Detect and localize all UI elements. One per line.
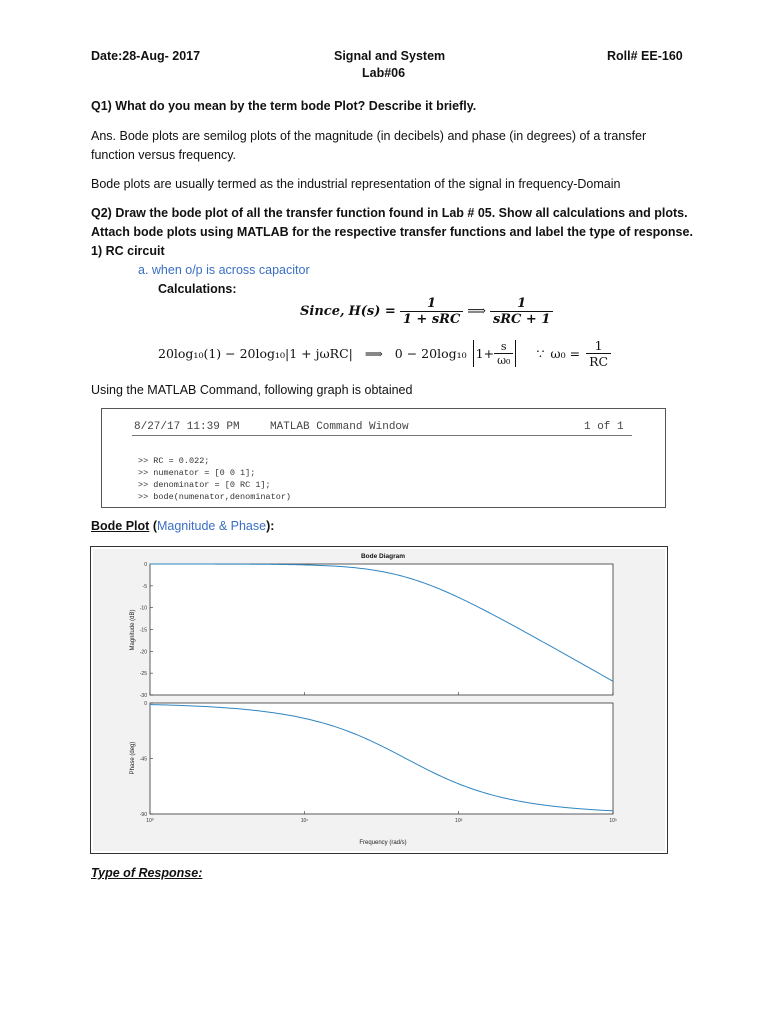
calculations-label: Calculations: [158, 282, 237, 296]
bode-close-paren: ): [266, 519, 275, 533]
fraction-2 [490, 296, 553, 327]
matlab-intro: Using the MATLAB Command, following graph is obtained [91, 383, 413, 397]
magnitude-ylabel: Magnitude (dB) [130, 609, 136, 651]
q1-answer [91, 127, 691, 165]
bode-diagram [90, 546, 668, 854]
q1-answer-line2: function versus frequency. [91, 148, 236, 162]
x-tick-label: 10⁰ [146, 818, 154, 824]
lab-title: Lab#06 [362, 66, 406, 80]
s-numerator: s [494, 340, 513, 354]
equation-abs [473, 340, 517, 367]
command-header-rule [132, 435, 632, 436]
x-tick-label: 10² [455, 818, 463, 824]
magnitude-y-tick-label: -10 [139, 605, 147, 612]
command-page-number: 1 of 1 [584, 421, 624, 433]
magnitude-y-tick-label: -30 [139, 693, 147, 699]
magnitude-y-tick-label: -5 [142, 583, 147, 590]
fraction-1 [400, 296, 463, 327]
q2-prefix: Q2) [91, 206, 112, 220]
q2-item1: 1) RC circuit [91, 244, 165, 258]
command-window-title: MATLAB Command Window [270, 421, 409, 433]
command-lines [138, 455, 291, 503]
q1-answer2: Bode plots are usually termed as the industrial representation of the signal in frequency-Domain [91, 177, 621, 191]
command-line: >> denominator = [0 RC 1]; [138, 480, 271, 490]
date-label: Date:28-Aug- 2017 [91, 49, 201, 63]
q2-question-line1: Draw the bode plot of all the transfer function found in Lab # 05. Show all calculations and plots. [111, 206, 688, 220]
q2-item-a: a. when o/p is across capacitor [138, 263, 310, 277]
magnitude-y-tick-label: -25 [139, 671, 147, 678]
fraction-1-denominator: 1 + sRC [402, 312, 461, 327]
transfer-function-equation [300, 296, 553, 327]
matlab-command-window [101, 408, 666, 508]
fraction-1-numerator: 1 [400, 296, 463, 312]
because-symbol: ∵ [536, 346, 545, 361]
phase-axes [140, 701, 617, 824]
q1-question: Q1) What do you mean by the term bode Plot? Describe it briefly. [91, 99, 477, 113]
x-tick-label: 10¹ [300, 818, 308, 824]
magnitude-axes [140, 562, 613, 699]
fraction-3-numerator: 1 [586, 338, 611, 354]
implies-arrow: ⟹ [467, 304, 486, 319]
equation-arrow: ⟹ [364, 346, 383, 361]
command-timestamp: 8/27/17 11:39 PM [134, 421, 240, 433]
magnitude-y-tick-label: 0 [144, 562, 147, 568]
fraction-2-numerator: 1 [490, 296, 553, 312]
command-line: >> bode(numenator,denominator) [138, 492, 292, 502]
bode-highlight: Magnitude & Phase [156, 519, 267, 533]
bode-open-paren: ( [149, 519, 157, 533]
fraction-3-denominator: RC [589, 354, 609, 369]
s-over-omega [494, 340, 513, 367]
bode-plot-label: Bode Plot [91, 519, 150, 533]
x-tick-label: 10³ [609, 818, 617, 824]
q2-question-line2: Attach bode plots using MATLAB for the respective transfer functions and label the type of response. [91, 225, 693, 239]
magnitude-y-tick-label: -15 [139, 627, 147, 634]
since-text: Since, [300, 304, 345, 319]
phase-y-tick-label: -45 [139, 756, 147, 763]
magnitude-plot-area [150, 564, 613, 695]
phase-y-tick-label: -90 [139, 812, 147, 818]
omega-denominator: ω₀ [497, 354, 511, 367]
magnitude-equation [158, 338, 611, 369]
fraction-2-denominator: sRC + 1 [492, 312, 551, 327]
bode-plot-heading [91, 517, 274, 536]
q1-answer-line1: Ans. Bode plots are semilog plots of the magnitude (in decibels) and phase (in degrees) of a transfer [91, 129, 647, 143]
chart-title: Bode Diagram [360, 553, 406, 560]
equation-middle: 0 − 20log₁₀ [394, 346, 467, 361]
chart-xlabel: Frequency (rad/s) [359, 840, 407, 846]
command-line: >> numenator = [0 0 1]; [138, 468, 256, 478]
magnitude-y-tick-label: -20 [139, 649, 147, 656]
phase-y-tick-label: 0 [144, 701, 147, 707]
equation-abs-prefix: 1+ [475, 346, 495, 361]
omega0-label: ω₀ = [550, 346, 581, 361]
command-line: >> RC = 0.022; [138, 456, 210, 466]
h-of-s: H(s) = [348, 304, 396, 319]
phase-ylabel: Phase (deg) [130, 741, 136, 775]
type-of-response-heading: Type of Response: [91, 866, 203, 880]
roll-number: Roll# EE-160 [607, 49, 683, 63]
phase-plot-area [150, 703, 613, 814]
q2-question [91, 204, 711, 261]
equation-left: 20log₁₀(1) − 20log₁₀|1 + jωRC| [158, 346, 353, 361]
course-title: Signal and System [334, 49, 446, 63]
fraction-3 [586, 338, 611, 369]
